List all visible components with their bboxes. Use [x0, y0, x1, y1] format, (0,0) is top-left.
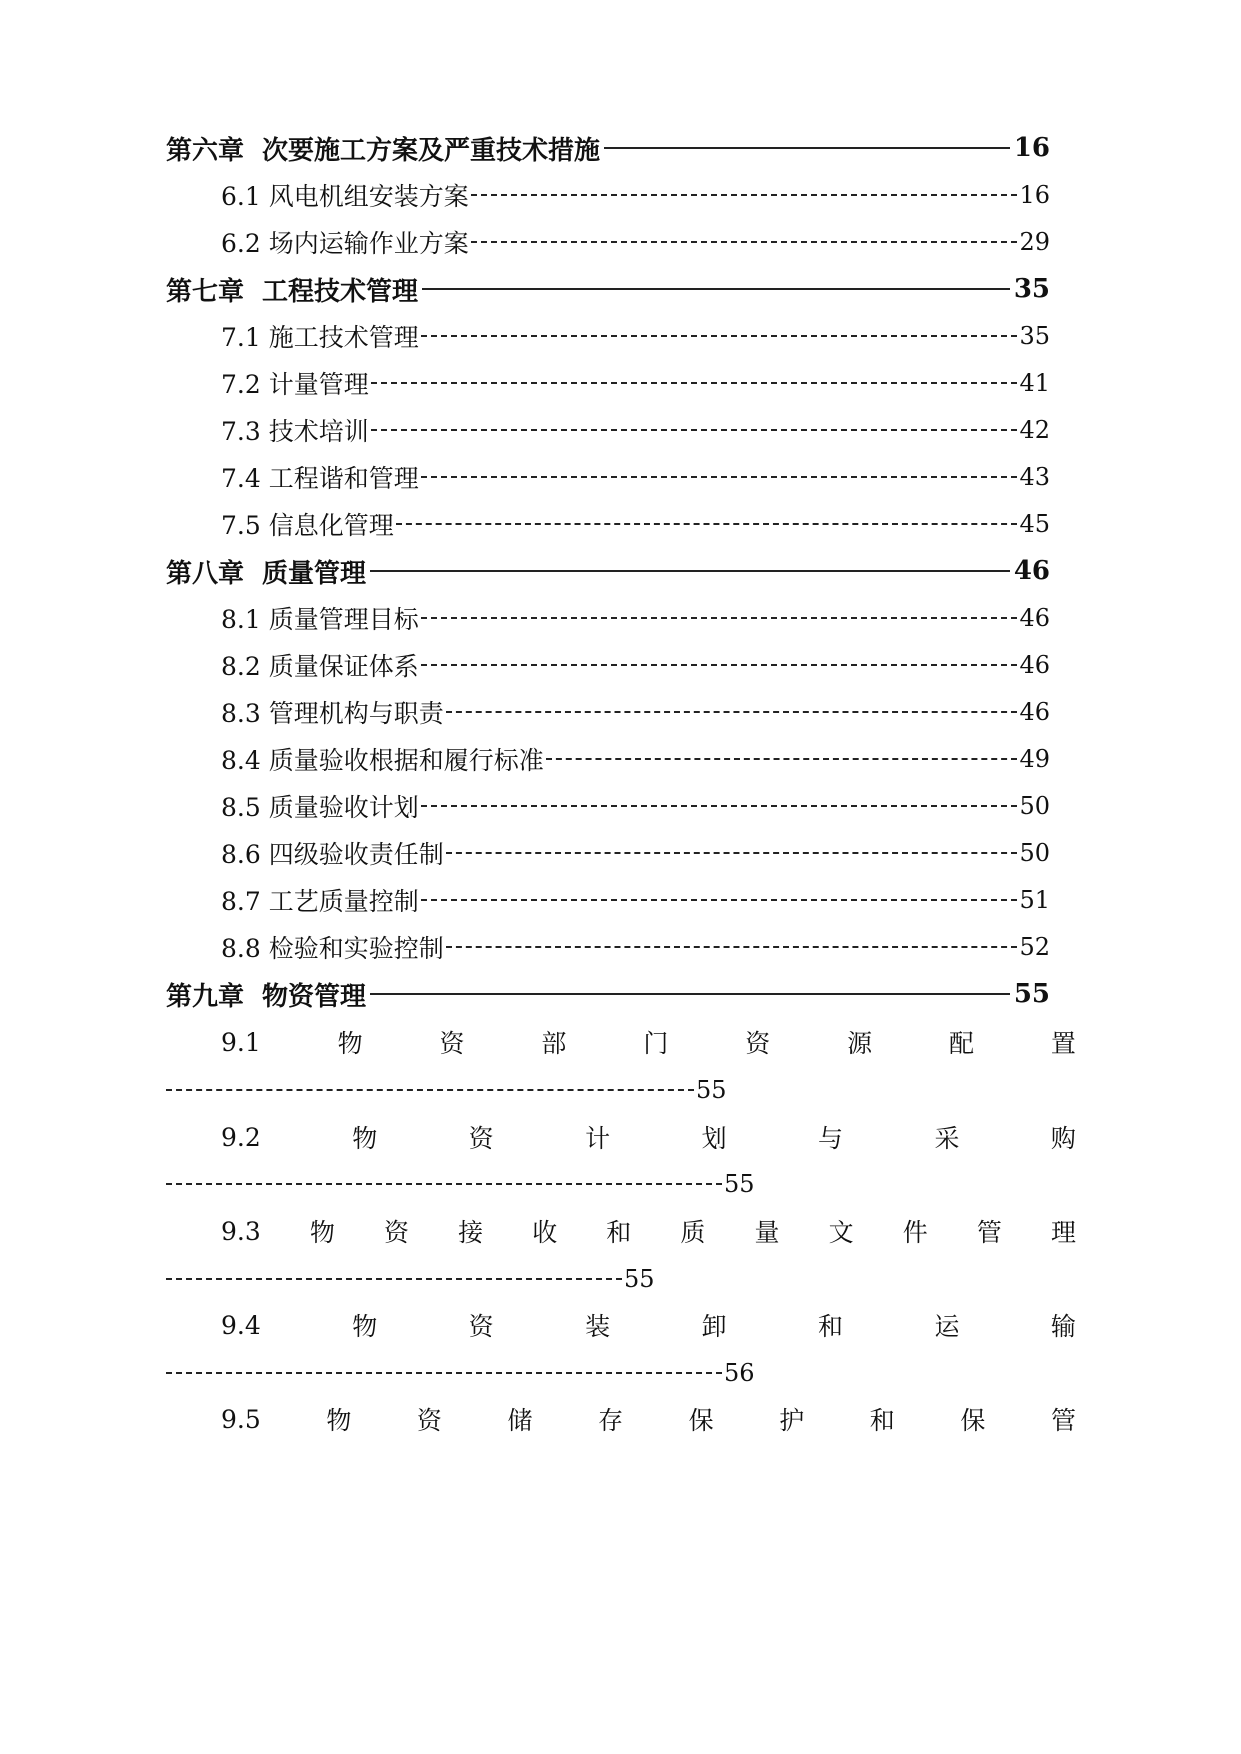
page-number: 46	[1019, 651, 1050, 679]
section-text: 9.5	[221, 1404, 261, 1434]
section-text: 资	[416, 1406, 442, 1435]
section-text: 部	[541, 1029, 567, 1058]
page-number: 56	[724, 1359, 755, 1387]
leader-line	[421, 476, 1018, 480]
page-number: 46	[1013, 556, 1050, 586]
section-text: 理	[1050, 1218, 1076, 1247]
page-number: 49	[1019, 745, 1050, 773]
section-text: 和	[869, 1406, 895, 1435]
leader-line	[446, 946, 1018, 950]
page-number: 41	[1019, 369, 1050, 397]
toc-chapter-7[interactable]	[166, 271, 1050, 307]
toc-section-6-2[interactable]	[221, 224, 1050, 260]
page-number: 35	[1013, 274, 1050, 304]
toc-section-9-4-leader[interactable]	[166, 1358, 755, 1388]
section-text: 件	[902, 1218, 928, 1247]
leader-line	[421, 899, 1018, 903]
toc-section-9-2[interactable]	[221, 1119, 1076, 1155]
page-number: 55	[1013, 979, 1050, 1009]
section-text: 质	[680, 1218, 706, 1247]
section-text: 资	[439, 1029, 465, 1058]
leader-line	[421, 617, 1018, 621]
section-text: 资	[745, 1029, 771, 1058]
section-title: 7.4 工程谐和管理	[221, 464, 419, 493]
section-title: 7.3 技术培训	[221, 417, 369, 446]
toc-section-8-1[interactable]	[221, 600, 1050, 636]
toc-section-7-1[interactable]	[221, 318, 1050, 354]
section-text: 门	[643, 1029, 669, 1058]
page-number: 43	[1019, 463, 1050, 491]
page-number: 46	[1019, 698, 1050, 726]
section-text: 配	[948, 1029, 974, 1058]
page-number: 29	[1019, 228, 1050, 256]
page-number: 55	[724, 1170, 755, 1198]
section-text: 划	[701, 1124, 727, 1153]
page-number: 16	[1019, 181, 1050, 209]
section-text: 收	[532, 1218, 558, 1247]
section-text: 管	[976, 1218, 1002, 1247]
section-text: 存	[598, 1406, 624, 1435]
section-text: 物	[326, 1406, 352, 1435]
section-title: 7.5 信息化管理	[221, 511, 394, 540]
leader-line	[471, 194, 1018, 198]
section-text: 卸	[701, 1312, 727, 1341]
section-text: 护	[779, 1406, 805, 1435]
leader-line	[371, 382, 1018, 386]
page-number: 46	[1019, 604, 1050, 632]
section-title: 8.2 质量保证体系	[221, 652, 419, 681]
toc-section-9-4[interactable]	[221, 1307, 1076, 1343]
page-number: 55	[624, 1265, 655, 1293]
toc-section-9-2-leader[interactable]	[166, 1169, 755, 1199]
section-text: 计	[585, 1124, 611, 1153]
leader-line	[604, 147, 1010, 151]
leader-line	[422, 288, 1010, 292]
leader-line	[371, 429, 1018, 433]
section-text: 装	[585, 1312, 611, 1341]
leader-line	[421, 805, 1018, 809]
section-title: 8.1 质量管理目标	[221, 605, 419, 634]
leader-line	[546, 758, 1018, 762]
leader-line	[421, 335, 1018, 339]
section-text: 输	[1050, 1312, 1076, 1341]
leader-line	[370, 570, 1010, 574]
page-number: 51	[1019, 886, 1050, 914]
section-text: 购	[1050, 1124, 1076, 1153]
page-number: 50	[1019, 792, 1050, 820]
toc-section-8-5[interactable]	[221, 788, 1050, 824]
section-title: 8.7 工艺质量控制	[221, 887, 419, 916]
leader-line	[446, 852, 1018, 856]
toc-section-9-1-leader[interactable]	[166, 1075, 727, 1105]
leader-line	[166, 1372, 722, 1374]
section-text: 资	[468, 1312, 494, 1341]
leader-line	[421, 664, 1018, 668]
section-text: 物	[337, 1029, 363, 1058]
section-text: 文	[828, 1218, 854, 1247]
section-text: 保	[960, 1406, 986, 1435]
chapter-title: 次要施工方案及严重技术措施	[262, 135, 601, 166]
section-title: 8.3 管理机构与职责	[221, 699, 444, 728]
toc-section-9-3-leader[interactable]	[166, 1264, 655, 1294]
page-number: 16	[1013, 133, 1050, 163]
toc-section-7-3[interactable]	[221, 412, 1050, 448]
leader-line	[166, 1089, 694, 1091]
section-text: 量	[754, 1218, 780, 1247]
chapter-number: 第八章	[166, 558, 245, 589]
toc-section-8-2[interactable]	[221, 647, 1050, 683]
chapter-title: 物资管理	[262, 981, 367, 1012]
page-number: 52	[1019, 933, 1050, 961]
toc-section-9-1[interactable]	[221, 1024, 1076, 1060]
toc-section-7-2[interactable]	[221, 365, 1050, 401]
section-text: 运	[934, 1312, 960, 1341]
toc-chapter-6[interactable]	[166, 130, 1050, 166]
chapter-number: 第七章	[166, 276, 245, 307]
toc-chapter-9[interactable]	[166, 976, 1050, 1012]
section-text: 资	[468, 1124, 494, 1153]
section-text: 置	[1050, 1029, 1076, 1058]
section-text: 采	[934, 1124, 960, 1153]
toc-section-8-3[interactable]	[221, 694, 1050, 730]
section-text: 和	[818, 1312, 844, 1341]
page-number: 45	[1019, 510, 1050, 538]
toc-chapter-8[interactable]	[166, 553, 1050, 589]
section-title: 6.2 场内运输作业方案	[221, 229, 469, 258]
section-title: 7.1 施工技术管理	[221, 323, 419, 352]
toc-section-8-7[interactable]	[221, 882, 1050, 918]
chapter-number: 第六章	[166, 135, 245, 166]
section-text: 9.4	[221, 1310, 261, 1340]
section-text: 资	[383, 1218, 409, 1247]
toc-section-8-4[interactable]	[221, 741, 1050, 777]
leader-line	[370, 993, 1010, 997]
section-text: 源	[847, 1029, 873, 1058]
section-text: 与	[818, 1124, 844, 1153]
section-text: 9.3	[221, 1216, 261, 1246]
chapter-number: 第九章	[166, 981, 245, 1012]
section-text: 物	[309, 1218, 335, 1247]
page-number: 55	[696, 1076, 727, 1104]
toc-section-9-3[interactable]	[221, 1213, 1076, 1249]
leader-line	[446, 711, 1018, 715]
toc-section-9-5[interactable]	[221, 1401, 1076, 1437]
section-text: 保	[688, 1406, 714, 1435]
toc-section-8-8[interactable]	[221, 929, 1050, 965]
page-number: 42	[1019, 416, 1050, 444]
section-text: 物	[352, 1312, 378, 1341]
section-text: 9.2	[221, 1122, 261, 1152]
section-text: 储	[507, 1406, 533, 1435]
section-text: 接	[458, 1218, 484, 1247]
section-text: 管	[1050, 1406, 1076, 1435]
chapter-title: 质量管理	[262, 558, 367, 589]
page-number: 50	[1019, 839, 1050, 867]
chapter-title: 工程技术管理	[262, 276, 419, 307]
section-title: 8.6 四级验收责任制	[221, 840, 444, 869]
toc-section-6-1[interactable]	[221, 177, 1050, 213]
leader-line	[396, 523, 1018, 527]
section-title: 8.4 质量验收根据和履行标准	[221, 746, 544, 775]
section-text: 9.1	[221, 1027, 261, 1057]
section-text: 和	[606, 1218, 632, 1247]
section-title: 8.8 检验和实验控制	[221, 934, 444, 963]
leader-line	[166, 1183, 722, 1185]
section-title: 8.5 质量验收计划	[221, 793, 419, 822]
toc-section-8-6[interactable]	[221, 835, 1050, 871]
page-number: 35	[1019, 322, 1050, 350]
toc-section-7-4[interactable]	[221, 459, 1050, 495]
section-title: 7.2 计量管理	[221, 370, 369, 399]
toc-section-7-5[interactable]	[221, 506, 1050, 542]
section-text: 物	[352, 1124, 378, 1153]
leader-line	[471, 241, 1018, 245]
leader-line	[166, 1278, 622, 1280]
section-title: 6.1 风电机组安装方案	[221, 182, 469, 211]
